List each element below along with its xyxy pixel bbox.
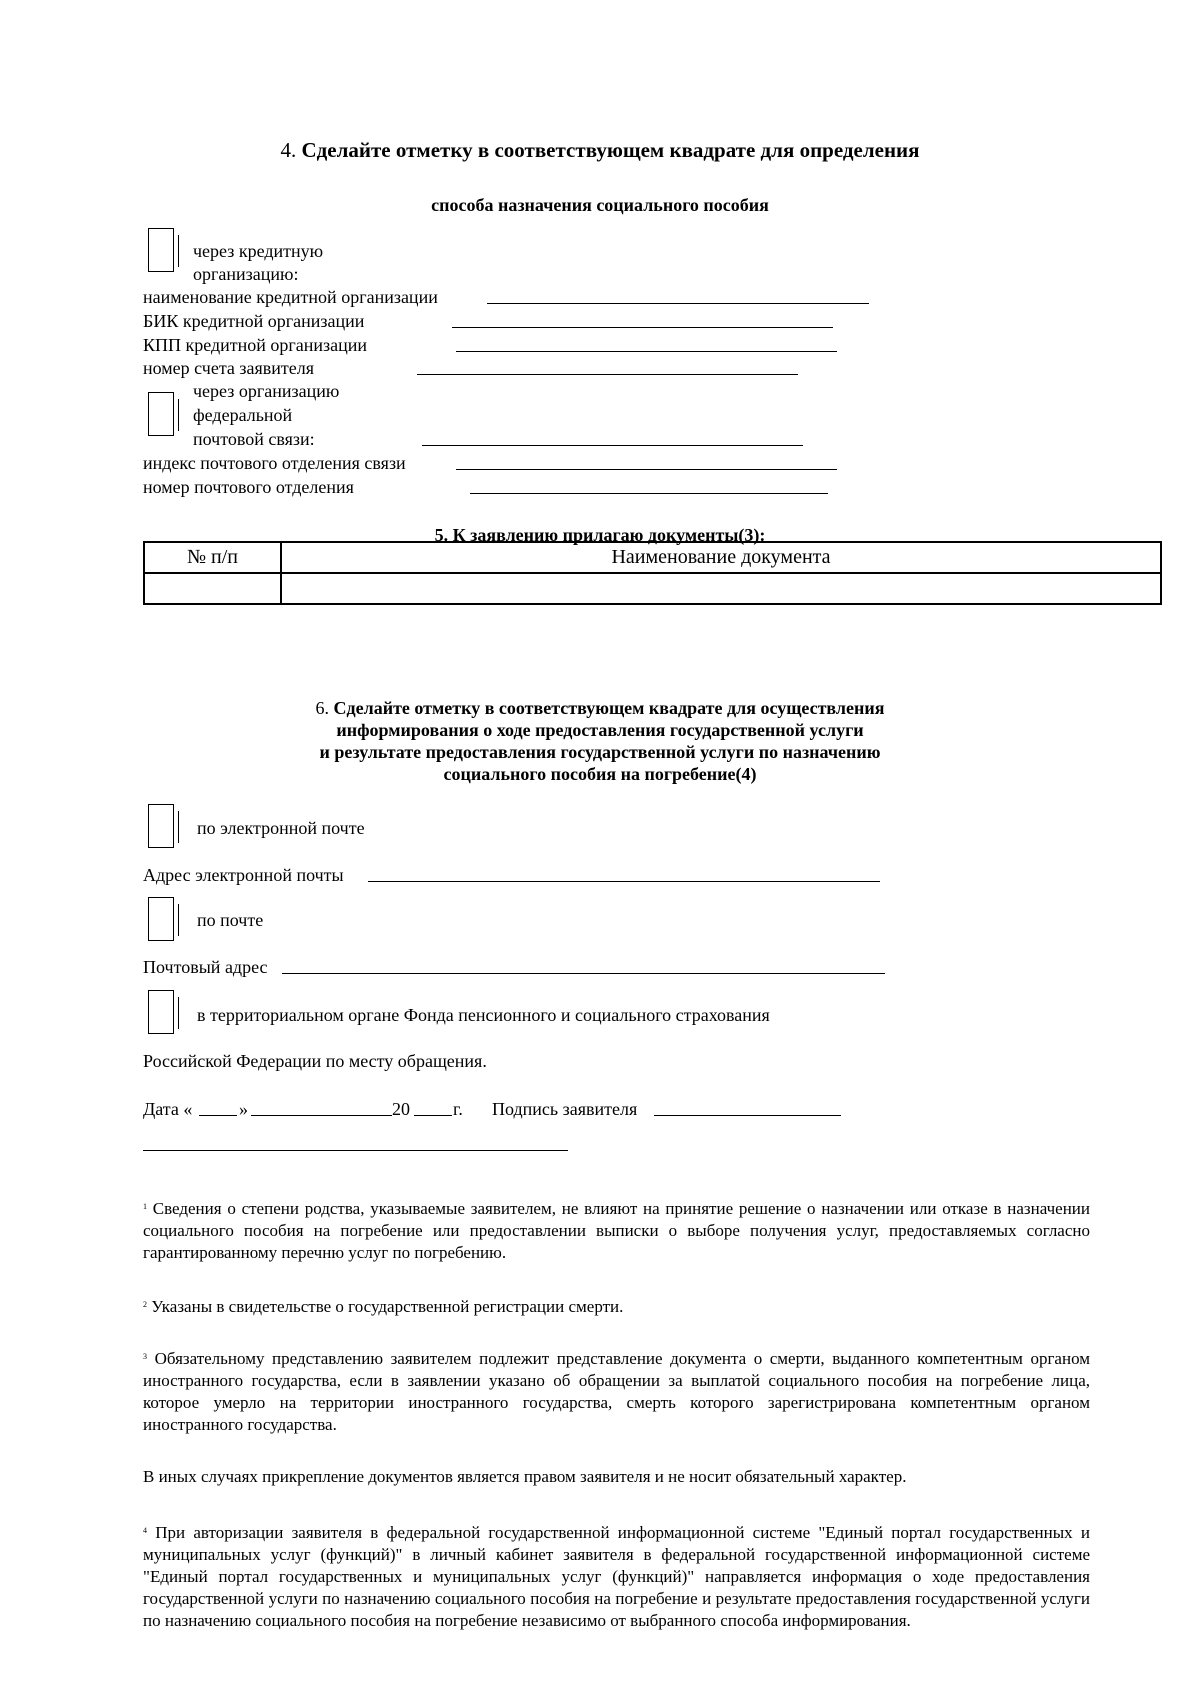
- date-close-quote: »: [239, 1099, 248, 1119]
- section4-heading: [0, 137, 1200, 163]
- table-row: [144, 573, 1161, 604]
- date-year-field[interactable]: [414, 1115, 452, 1116]
- table-header-row: [144, 542, 1161, 573]
- footnote-4: [143, 1520, 1090, 1632]
- table-cell-name[interactable]: [281, 573, 1161, 604]
- signature-field[interactable]: [654, 1115, 841, 1116]
- footnote-1-text: Сведения о степени родства, указываемые заявителем, не влияют на принятие решение о назначении или отказе в назначении социального пособия на погребение или предоставлении выписки о выборе получения услуг, предоставляемых согласно гарантированному перечню услуг по погребению.: [143, 1199, 1091, 1262]
- section6-heading-line4: социального пособия на погребение(4): [443, 764, 757, 784]
- postal-index-label: индекс почтового отделения связи: [143, 453, 406, 473]
- account-label: номер счета заявителя: [143, 358, 315, 378]
- bank-option-checkbox[interactable]: [148, 228, 174, 272]
- year-suffix: г.: [453, 1099, 463, 1119]
- kpp-label: КПП кредитной организации: [143, 335, 368, 355]
- email-field[interactable]: [368, 881, 880, 882]
- col-name-header: Наименование документа: [281, 542, 1161, 573]
- account-field[interactable]: [417, 374, 798, 375]
- kpp-field[interactable]: [456, 351, 837, 352]
- footnote-2-text: Указаны в свидетельстве о государственной регистрации смерти.: [151, 1297, 624, 1316]
- footnote-3-mark: 3: [143, 1352, 147, 1361]
- post-option-label-line1: через организацию: [193, 381, 340, 401]
- mail-field[interactable]: [282, 973, 885, 974]
- email-option-label: по электронной почте: [197, 818, 365, 838]
- signature-label: Подпись заявителя: [492, 1099, 638, 1119]
- office-option-label: в территориальном органе Фонда пенсионного и социального страхования: [197, 1005, 770, 1025]
- date-label: Дата «: [143, 1099, 193, 1119]
- table-cell-num[interactable]: [144, 573, 281, 604]
- section6-heading-text1: Сделайте отметку в соответствующем квадрате для осуществления: [333, 698, 885, 718]
- post-option-label-line3: почтовой связи:: [193, 429, 315, 449]
- footnote-2-mark: 2: [143, 1300, 147, 1309]
- section6-heading-line1: [0, 697, 1200, 719]
- section6-number: 6.: [315, 698, 329, 718]
- footnote-2: [143, 1294, 1090, 1318]
- footnote-3: [143, 1346, 1090, 1436]
- mail-label: Почтовый адрес: [143, 957, 268, 977]
- office-continuation: Российской Федерации по месту обращения.: [143, 1051, 487, 1071]
- post-option-checkbox[interactable]: [148, 392, 174, 436]
- postal-index-field[interactable]: [456, 469, 837, 470]
- date-month-field[interactable]: [251, 1115, 392, 1116]
- footnote-separator: [143, 1150, 568, 1151]
- section4-subheading: способа назначения социального пособия: [431, 195, 769, 215]
- footnote-4-text: При авторизации заявителя в федеральной государственной информационной системе "Единый портал государственных и муниципальных услуг (функций)" в личный кабинет заявителя в федеральной государственной информационной системе "Единый портал государственных и муниципальных услуг (функций)" направляется информация о ходе предоставления государственной услуги по назначению социального пособия на погребение и результате предоставления государственной услуги по назначению социального пособия на погребение независимо от выбранного способа информирования.: [143, 1523, 1090, 1630]
- date-day-field[interactable]: [199, 1115, 237, 1116]
- footnote-3-text: Обязательному представлению заявителем подлежит представление документа о смерти, выданного компетентным органом иностранного государства, если в заявлении указано об обращении за выплатой социального пособия на погребение лица, которое умерло на территории иностранного государства, смерть которого зарегистрирована компетентным органом иностранного государства.: [143, 1349, 1091, 1434]
- section5-heading: 5. К заявлению прилагаю документы(3):: [434, 525, 766, 545]
- section4-heading-text: Сделайте отметку в соответствующем квадрате для определения: [301, 138, 920, 162]
- bank-name-label: наименование кредитной организации: [143, 287, 438, 307]
- footnote-1-mark: 1: [143, 1202, 147, 1211]
- email-option-checkbox[interactable]: [148, 804, 174, 848]
- bik-field[interactable]: [452, 327, 833, 328]
- office-option-checkbox[interactable]: [148, 990, 174, 1034]
- year-prefix: 20: [392, 1099, 410, 1119]
- postal-number-field[interactable]: [470, 493, 828, 494]
- bank-option-label-line1: через кредитную: [193, 241, 324, 261]
- section4-number: 4.: [280, 138, 297, 162]
- section6-heading-line3: и результате предоставления государственной услуги по назначению: [319, 742, 881, 762]
- post-option-label-line2: федеральной: [193, 405, 293, 425]
- mail-option-label: по почте: [197, 910, 264, 930]
- bik-label: БИК кредитной организации: [143, 311, 365, 331]
- post-details-field[interactable]: [422, 445, 803, 446]
- postal-number-label: номер почтового отделения: [143, 477, 354, 497]
- section6-heading-line2: информирования о ходе предоставления государственной услуги: [336, 720, 864, 740]
- email-label: Адрес электронной почты: [143, 865, 344, 885]
- bank-option-label-line2: организацию:: [193, 264, 299, 284]
- bank-name-field[interactable]: [487, 303, 869, 304]
- col-num-header: № п/п: [144, 542, 281, 573]
- footnote-4-mark: 4: [143, 1526, 147, 1535]
- mail-option-checkbox[interactable]: [148, 897, 174, 941]
- footnote-1: [143, 1196, 1090, 1264]
- footnote-3-extra: В иных случаях прикрепление документов является правом заявителя и не носит обязательный характер.: [143, 1467, 907, 1486]
- documents-table: [143, 541, 1162, 605]
